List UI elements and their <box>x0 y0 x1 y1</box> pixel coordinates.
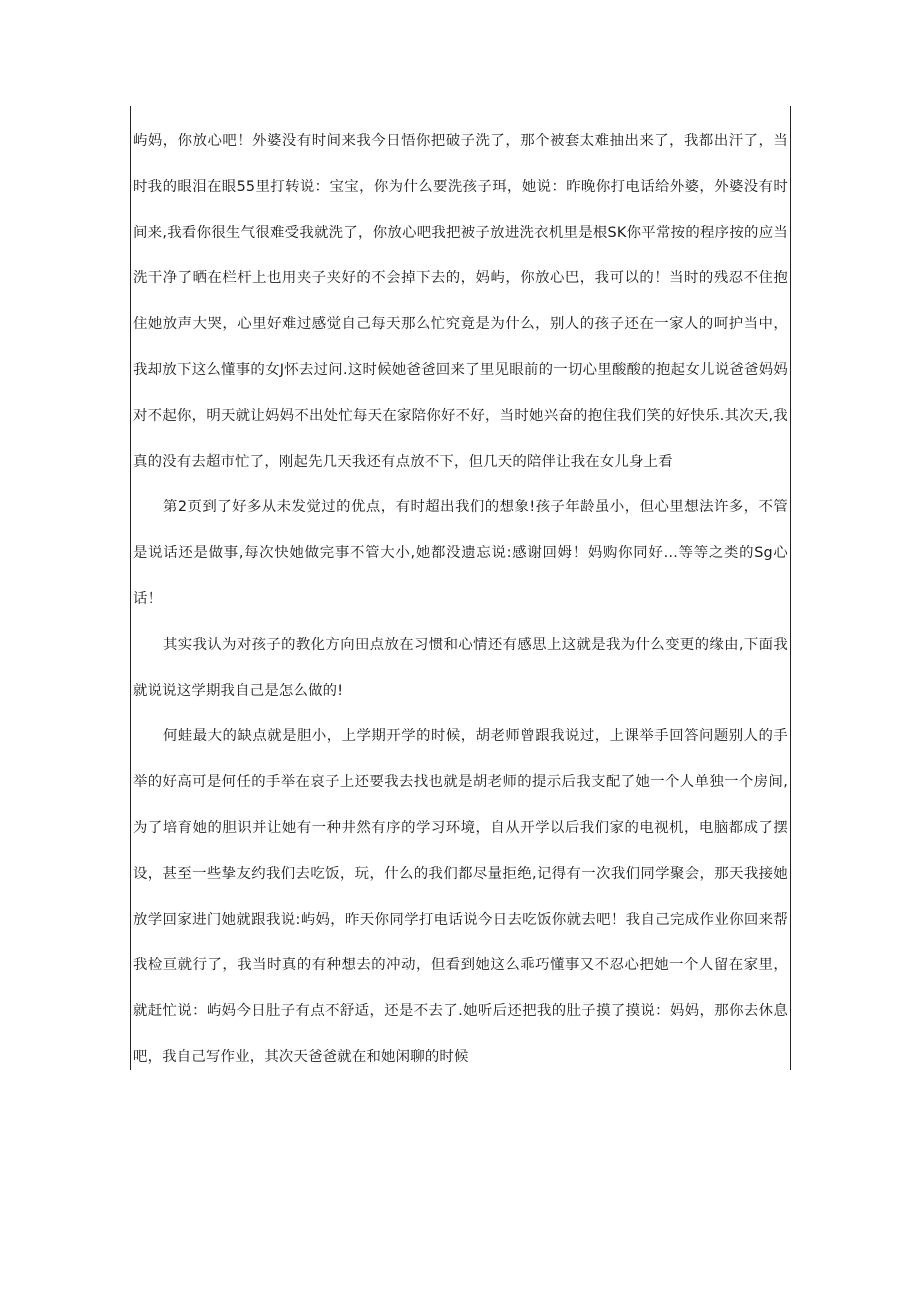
paragraph-3: 其实我认为对孩子的教化方向田点放在习惯和心情还有感思上这就是我为什么变更的缘由,下面我就说说这学期我自己是怎么做的! <box>133 636 788 699</box>
paragraph-2: 第2页到了好多从未发觉过的优点，有时超出我们的想象!孩子年龄虽小，但心里想法许多，不管是说话还是做事,每次快她做完事不管大小,她都没遗忘说:感谢回姆！妈购你同好…等等之类的Sg心话！ <box>133 499 788 607</box>
document-body <box>133 119 788 1064</box>
paragraph-4: 何蛙最大的缺点就是胆小，上学期开学的时候，胡老师曾跟我说过，上课举手回答问题别人的手举的好高可是何任的手举在哀子上还要我去找也就是胡老师的提示后我支配了她一个人单独一个房间,为了培育她的胆识并让她有一种井然有序的学习环境，自从开学以后我们家的电视机，电脑都成了摆设，甚至一些挚友约我们去吃饭，玩，什么的我们都尽量拒绝,记得有一次我们同学聚会，那天我接她放学回家进门她就跟我说:屿妈，昨天你同学打电话说今日去吃饭你就去吧！我自己完成作业你回来帮我检亘就行了，我当时真的有种想去的冲动，但看到她这么乖巧懂事又不忍心把她一个人留在家里，就赶忙说：屿妈今日肚子有点不舒适，还是不去了.她听后还把我的肚子摸了摸说：妈妈，那你去休息吧，我自己写作业，其次天爸爸就在和她闲聊的时候 <box>133 728 788 1064</box>
paragraph-1: 屿妈，你放心吧！外婆没有时间来我今日悟你把破子洗了，那个被套太难抽出来了，我都出汗了，当时我的眼泪在眼55里打转说：宝宝，你为什么要洗孩子珥，她说：昨晚你打电话给外婆，外婆没有时间来,我看你很生气很难受我就洗了，你放心吧我把被子放进洗衣机里是根SK你平常按的程序按的应当洗干净了晒在栏杆上也用夹子夹好的不会掉下去的，妈屿，你放心巴，我可以的！当时的残忍不住抱住她放声大哭，心里好难过感觉自己每天那么忙究竟是为什么，别人的孩子还在一家人的呵护当中，我却放下这么懂事的女J怀去过问.这时候她爸爸回来了里见眼前的一切心里酸酸的抱起女儿说爸爸妈妈对不起你，明天就让妈妈不出处忙每天在家陪你好不好，当时她兴奋的抱住我们笑的好快乐.其次天,我真的没有去超市忙了，刚起先几天我还有点放不下，但几天的陪伴让我在女儿身上看 <box>133 133 788 470</box>
